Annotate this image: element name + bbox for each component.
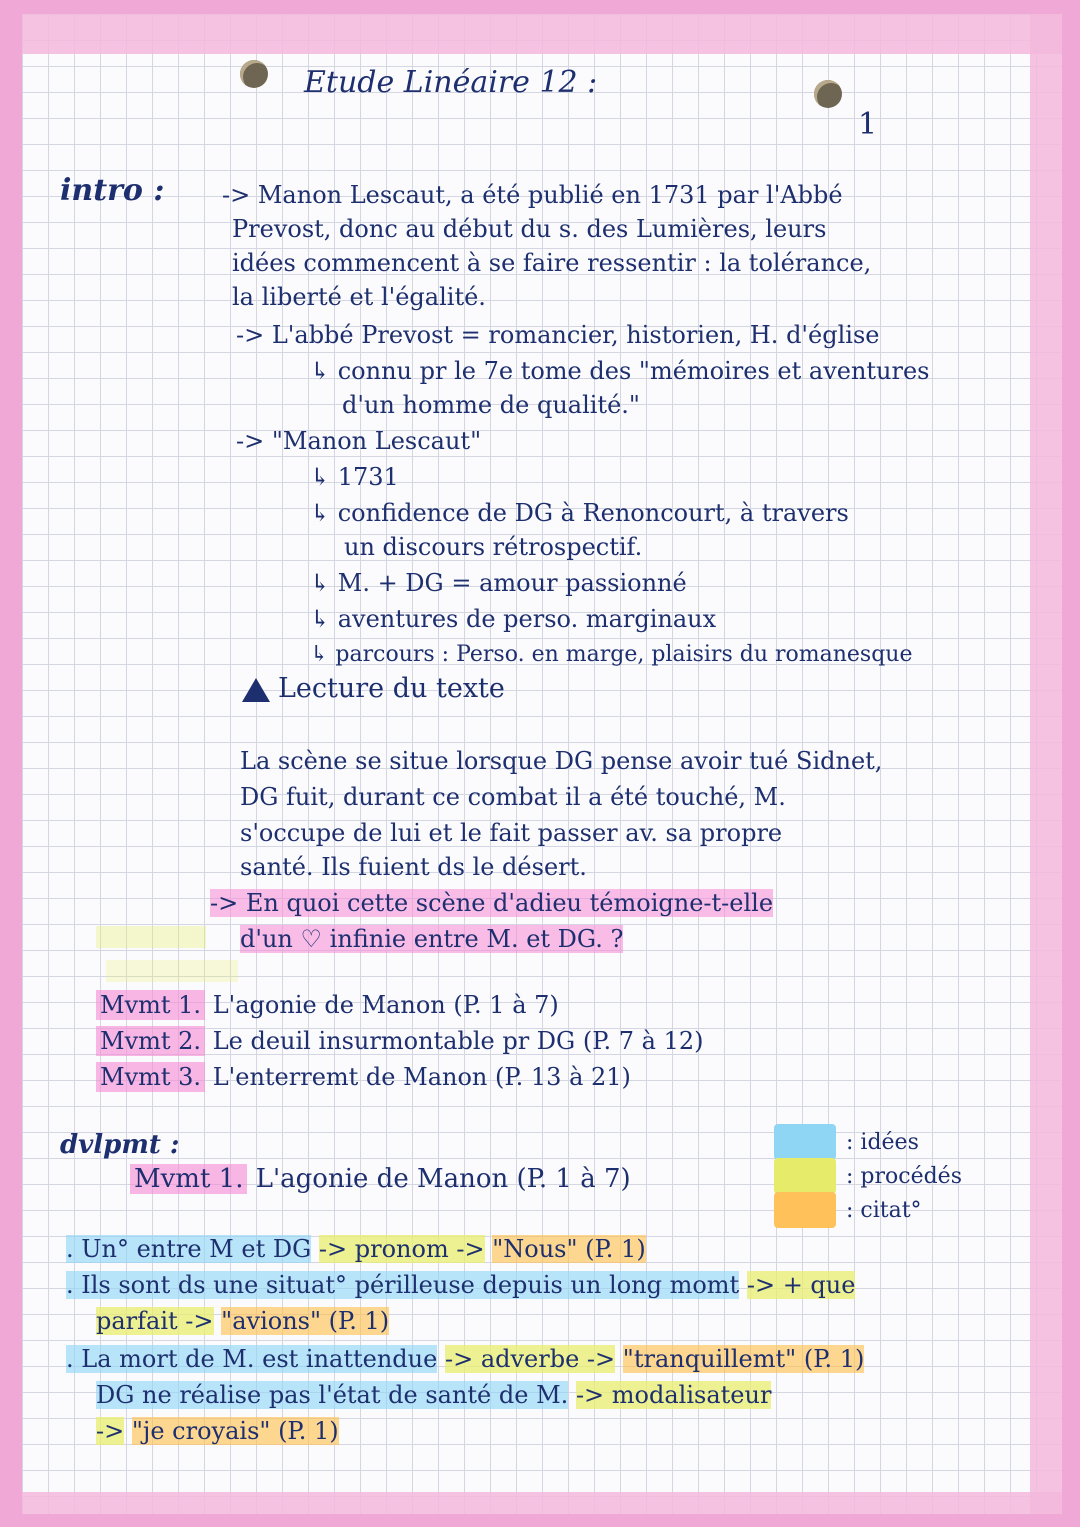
problematique-line: -> En quoi cette scène d'adieu témoigne-t-elle (210, 889, 774, 917)
analysis-line: parfait -> "avions" (P. 1) (96, 1307, 390, 1335)
movement-row (96, 990, 559, 1020)
intro-label: intro : (60, 173, 165, 208)
context-line: DG fuit, durant ce combat il a été touché, M. (240, 783, 786, 811)
legend-label: : citat° (846, 1198, 922, 1223)
intro-line: idées commencent à se faire ressentir : la tolérance, (232, 249, 872, 277)
intro-line: ↳ 1731 (310, 463, 399, 491)
movement-tag: Mvmt 2. (96, 1026, 205, 1056)
analysis-line: . Ils sont ds une situat° périlleuse depuis un long momt -> + que (66, 1271, 856, 1299)
analysis-line: DG ne réalise pas l'état de santé de M. -> modalisateur (96, 1381, 772, 1409)
analysis-line: -> "je croyais" (P. 1) (96, 1417, 339, 1445)
analysis-line: . Un° entre M et DG -> pronom -> "Nous" (P. 1) (66, 1235, 646, 1263)
intro-line: ↳ parcours : Perso. en marge, plaisirs du romanesque (310, 642, 913, 667)
legend-label: : procédés (846, 1164, 962, 1189)
pink-margin-bottom (22, 1492, 1062, 1514)
highlight-smudge (106, 960, 238, 982)
movement-text: L'enterremt de Manon (P. 13 à 21) (212, 1063, 631, 1091)
movement-tag: Mvmt 1. (130, 1164, 247, 1194)
warning-icon (242, 678, 270, 702)
legend-swatch-orange (774, 1192, 836, 1228)
intro-line: Prevost, donc au début du s. des Lumières, leurs (232, 215, 827, 243)
binder-hole-right (814, 80, 842, 108)
movement-text: L'agonie de Manon (P. 1 à 7) (255, 1164, 631, 1194)
movement-tag: Mvmt 1. (96, 990, 205, 1020)
context-line: santé. Ils fuient ds le désert. (240, 853, 587, 881)
movement-row (96, 1062, 631, 1092)
intro-line: ↳ M. + DG = amour passionné (310, 569, 687, 597)
intro-line: -> "Manon Lescaut" (236, 427, 482, 455)
intro-line: ↳ aventures de perso. marginaux (310, 605, 717, 633)
context-line: s'occupe de lui et le fait passer av. sa propre (240, 819, 783, 847)
context-line: La scène se situe lorsque DG pense avoir tué Sidnet, (240, 747, 883, 775)
intro-line: -> L'abbé Prevost = romancier, historien, H. d'église (236, 321, 880, 349)
page-title: Etude Linéaire 12 : (304, 65, 598, 100)
intro-line: ↳ connu pr le 7e tome des "mémoires et aventures (310, 357, 930, 385)
legend-label: : idées (846, 1130, 919, 1155)
reading-text: Lecture du texte (278, 673, 505, 704)
problematique-line: d'un ♡ infinie entre M. et DG. ? (240, 925, 624, 953)
legend-swatch-blue (774, 1124, 836, 1160)
notebook-page (22, 14, 1062, 1514)
reading-note (242, 674, 505, 704)
intro-line: la liberté et l'égalité. (232, 283, 486, 311)
binder-hole-left (240, 60, 268, 88)
movement-row (96, 1026, 704, 1056)
analysis-line: . La mort de M. est inattendue -> adverbe -> "tranquillemt" (P. 1) (66, 1345, 865, 1373)
intro-line: un discours rétrospectif. (344, 533, 643, 561)
intro-line: ↳ confidence de DG à Renoncourt, à travers (310, 499, 849, 527)
intro-line: d'un homme de qualité." (342, 391, 640, 419)
page-number: 1 (858, 107, 878, 142)
movement-text: Le deuil insurmontable pr DG (P. 7 à 12) (212, 1027, 704, 1055)
movement-tag: Mvmt 3. (96, 1062, 205, 1092)
pink-margin-top (22, 14, 1062, 54)
pink-margin-right (1030, 14, 1062, 1514)
development-movement (130, 1164, 631, 1194)
legend-swatch-yellow (774, 1158, 836, 1194)
intro-line: -> Manon Lescaut, a été publié en 1731 par l'Abbé (222, 181, 843, 209)
movement-text: L'agonie de Manon (P. 1 à 7) (212, 991, 559, 1019)
highlight-smudge (96, 926, 206, 948)
development-label: dvlpmt : (60, 1130, 180, 1160)
